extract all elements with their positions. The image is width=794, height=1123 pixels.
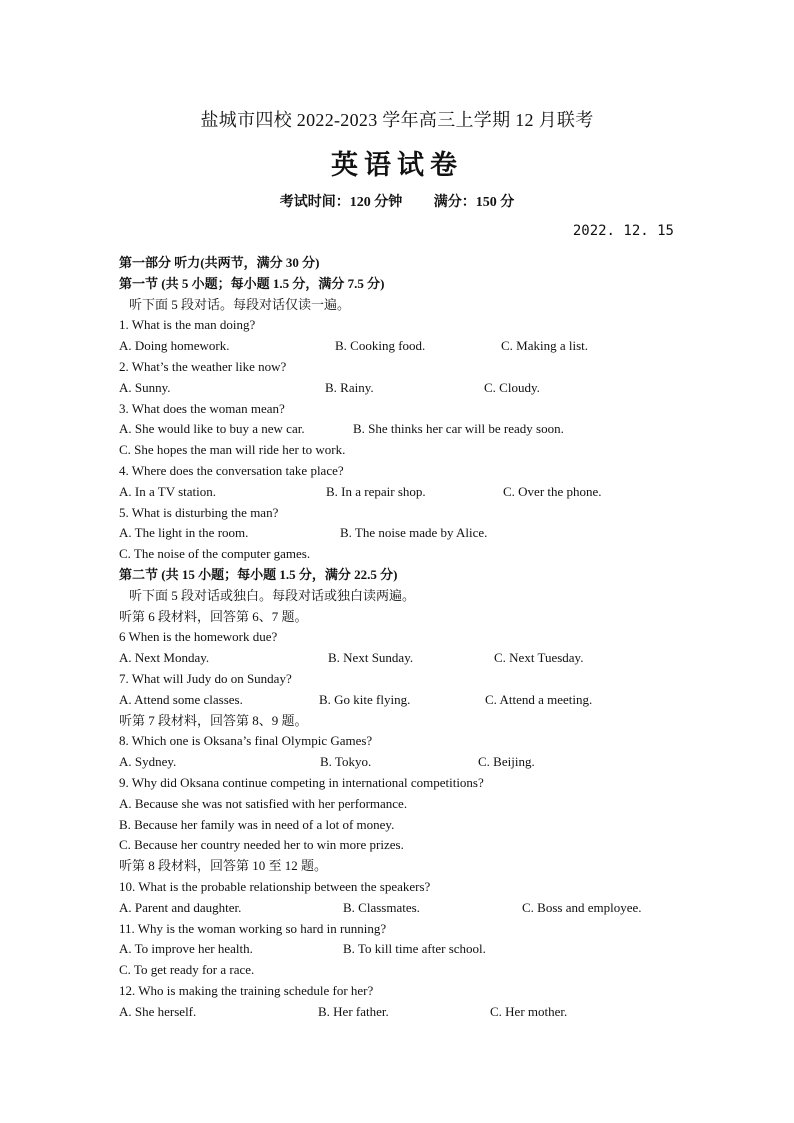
question-options (119, 482, 679, 503)
option-b: B. Tokyo. (320, 754, 372, 770)
option-a: A. Doing homework. (119, 338, 230, 354)
question-options (119, 939, 679, 960)
section1-instruction: 听下面 5 段对话。每段对话仅读一遍。 (129, 296, 351, 312)
option-c: C. Cloudy. (484, 379, 540, 395)
option-a: A. Next Monday. (119, 650, 210, 666)
option-c: C. The noise of the computer games. (119, 546, 311, 562)
option-c: C. To get ready for a race. (119, 962, 255, 978)
option-c: C. Attend a meeting. (485, 691, 593, 707)
question-options (119, 752, 679, 773)
subject-title: 英语试卷 (331, 150, 463, 180)
question-stem: 1. What is the man doing? (119, 317, 256, 333)
option-b: B. Rainy. (325, 379, 374, 395)
question-options (119, 336, 679, 357)
option-a: A. Attend some classes. (119, 691, 243, 707)
question-stem: 10. What is the probable relationship between the speakers? (119, 878, 431, 894)
option-b: B. Next Sunday. (328, 650, 414, 666)
option-a: A. The light in the room. (119, 525, 249, 541)
material-note: 听第 7 段材料，回答第 8、9 题。 (119, 712, 308, 728)
section1-heading: 第一节 (共 5 小题；每小题 1.5 分，满分 7.5 分) (119, 275, 385, 291)
option-b: B. The noise made by Alice. (340, 525, 488, 541)
question-stem: 11. Why is the woman working so hard in running? (119, 920, 387, 936)
question-options (119, 419, 679, 440)
question-options (119, 898, 679, 919)
option-a: A. Because she was not satisfied with her performance. (119, 795, 408, 811)
question-stem: 8. Which one is Oksana’s final Olympic Games? (119, 733, 373, 749)
question-options (119, 690, 679, 711)
exam-content (119, 253, 679, 1022)
option-a: A. To improve her health. (119, 941, 253, 957)
question-options (119, 648, 679, 669)
question-options (119, 523, 679, 544)
option-a: A. Sunny. (119, 379, 171, 395)
question-options (119, 1002, 679, 1023)
question-stem: 7. What will Judy do on Sunday? (119, 670, 292, 686)
option-b: B. Her father. (318, 1003, 389, 1019)
question-stem: 5. What is disturbing the man? (119, 504, 279, 520)
question-stem: 2. What’s the weather like now? (119, 358, 287, 374)
option-b: B. She thinks her car will be ready soon. (353, 421, 564, 437)
option-c: C. Next Tuesday. (494, 650, 584, 666)
option-b: B. Cooking food. (335, 338, 426, 354)
part1-heading: 第一部分 听力(共两节，满分 30 分) (119, 255, 320, 270)
option-a: A. Sydney. (119, 754, 177, 770)
option-c: C. She hopes the man will ride her to work. (119, 442, 346, 458)
question-stem: 12. Who is making the training schedule for her? (119, 982, 374, 998)
option-b: B. In a repair shop. (326, 483, 426, 499)
exam-time: 考试时间：120 分钟 (279, 195, 403, 210)
option-c: C. Her mother. (490, 1003, 568, 1019)
option-a: A. She herself. (119, 1003, 197, 1019)
option-c: C. Over the phone. (503, 483, 602, 499)
question-stem: 6 When is the homework due? (119, 629, 278, 645)
option-c: C. Beijing. (478, 754, 535, 770)
section2-heading: 第二节 (共 15 小题；每小题 1.5 分，满分 22.5 分) (119, 566, 398, 582)
option-a: A. She would like to buy a new car. (119, 421, 305, 437)
option-c: C. Because her country needed her to win more prizes. (119, 837, 404, 853)
option-c: C. Boss and employee. (522, 899, 642, 915)
option-b: B. Classmates. (343, 899, 420, 915)
section2-instruction: 听下面 5 段对话或独白。每段对话或独白读两遍。 (129, 587, 416, 603)
option-a: A. Parent and daughter. (119, 899, 242, 915)
option-a: A. In a TV station. (119, 483, 217, 499)
question-stem: 3. What does the woman mean? (119, 400, 285, 416)
material-note: 听第 6 段材料，回答第 6、7 题。 (119, 608, 308, 624)
option-c: C. Making a list. (501, 338, 589, 354)
option-b: B. Because her family was in need of a lot of money. (119, 816, 395, 832)
exam-score: 满分：150 分 (433, 195, 515, 210)
question-stem: 9. Why did Oksana continue competing in international competitions? (119, 774, 484, 790)
question-stem: 4. Where does the conversation take place? (119, 462, 344, 478)
exam-title: 盐城市四校 2022-2023 学年高三上学期 12 月联考 (200, 110, 594, 130)
option-b: B. Go kite flying. (319, 691, 411, 707)
material-note: 听第 8 段材料，回答第 10 至 12 题。 (119, 858, 328, 874)
option-b: B. To kill time after school. (343, 941, 486, 957)
question-options (119, 378, 679, 399)
exam-info (0, 191, 794, 211)
exam-date: 2022. 12. 15 (572, 223, 674, 239)
